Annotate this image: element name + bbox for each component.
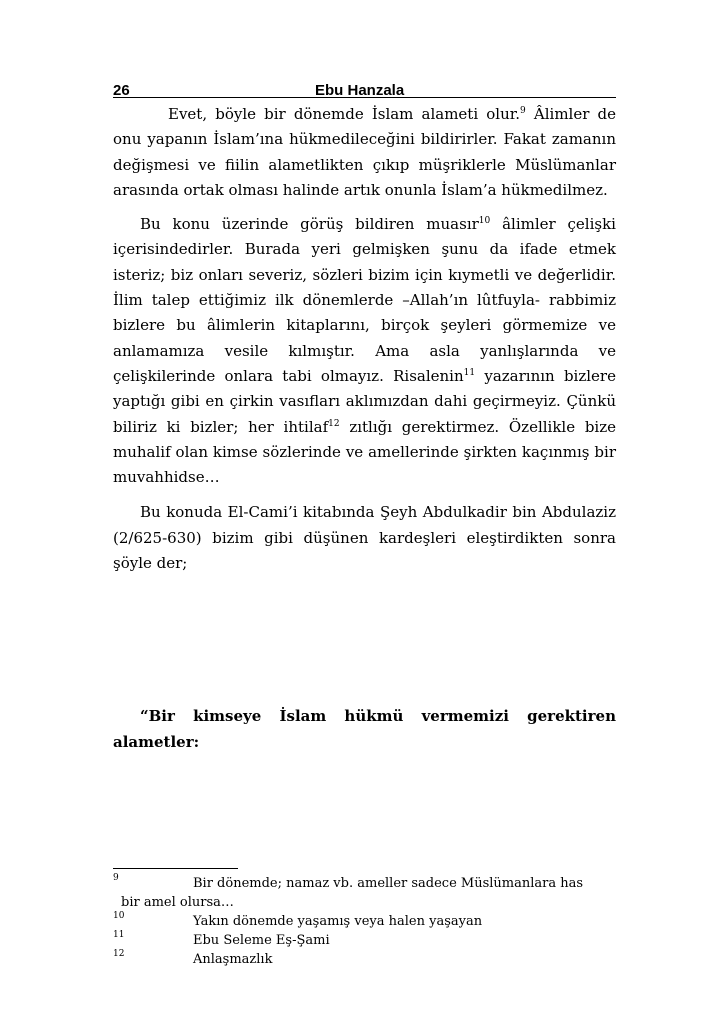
paragraph-3: Bu konuda El-Cami’i kitabında Şeyh Abdulkadir bin Abdulaziz (2/625-630) bizim gibi düşünen kardeşleri eleştirdikten sonra şöyle der; bbox=[113, 503, 616, 573]
footnote-ref-11: 11 bbox=[463, 367, 476, 378]
paragraph-2 bbox=[113, 212, 616, 490]
paragraph-2-text-d: zıtlığı gerektirmez. Özellikle bize muhalif olan kimse sözlerinde ve amellerinde şirkten kaçınmış bir muvahhidse… bbox=[113, 417, 617, 487]
footnote-12 bbox=[113, 950, 616, 969]
footnote-10 bbox=[113, 912, 616, 931]
quote-heading: “Bir kimseye İslam hükmü vermemizi gerektiren alametler: bbox=[113, 707, 616, 751]
paragraph-2-text-b: âlimler çelişki içerisindedirler. Burada yeri gelmişken şunu da ifade etmek isteriz; biz onları severiz, sözleri bizim için kıymetli ve değerlidir. İlim talep ettiğimiz ilk dönemlerde –Allah’ın lûtfuyla- rabbimiz bizlere bu âlimlerin kitaplarını, birçok şeyleri görmemize ve anlamamıza vesile kılmıştır. Ama asla yanlışlarında ve çelişkilerinde onlara tabi olmayız. Risalenin bbox=[113, 215, 616, 385]
book-title: Ebu Hanzala bbox=[315, 82, 405, 99]
footnote-ref-12: 12 bbox=[328, 418, 340, 429]
footnote-11 bbox=[113, 931, 616, 950]
footnote-ref-9: 9 bbox=[520, 106, 526, 116]
footnote-text-continued: bir amel olursa… bbox=[121, 895, 234, 910]
footnote-separator bbox=[113, 868, 238, 869]
footnote-text: Anlaşmazlık bbox=[193, 952, 273, 967]
footnote-text: Bir dönemde; namaz vb. ameller sadece Müslümanlara has bbox=[193, 876, 584, 891]
footnote-text: Yakın dönemde yaşamış veya halen yaşayan bbox=[193, 914, 483, 929]
body-text bbox=[113, 102, 616, 755]
footnote-9 bbox=[113, 874, 616, 912]
page bbox=[113, 82, 617, 967]
paragraph-1-text-a: Evet, böyle bir dönemde İslam alameti olur. bbox=[168, 105, 521, 123]
paragraph-1 bbox=[113, 102, 616, 203]
running-header bbox=[113, 82, 616, 102]
footnote-ref-10: 10 bbox=[478, 216, 491, 227]
paragraph-1-text-b: Âlimler de onu yapanın İslam’ına hükmedileceğini bildirirler. Fakat zamanın değişmesi ve fiilin alametlikten çıkıp müşriklerle Müslümanlar arasında ortak olması halinde artık onunla İslam’a hükmedilmez. bbox=[113, 105, 617, 199]
paragraph-2-text-a: Bu konu üzerinde görüş bildiren muasır bbox=[140, 215, 479, 234]
paragraph-2-text-c: yazarının bizlere yaptığı gibi en çirkin vasıfları aklımızdan dahi geçirmeyiz. Çünkü biliriz ki bizler; her ihtilaf bbox=[113, 366, 616, 436]
footnote-number: 9 bbox=[113, 873, 119, 883]
page-number: 26 bbox=[113, 82, 130, 99]
footnote-number: 12 bbox=[113, 949, 125, 959]
footnote-number: 10 bbox=[113, 911, 125, 921]
footnotes bbox=[113, 874, 616, 969]
footnote-text: Ebu Seleme Eş-Şami bbox=[193, 933, 330, 948]
footnote-number: 11 bbox=[113, 930, 125, 940]
